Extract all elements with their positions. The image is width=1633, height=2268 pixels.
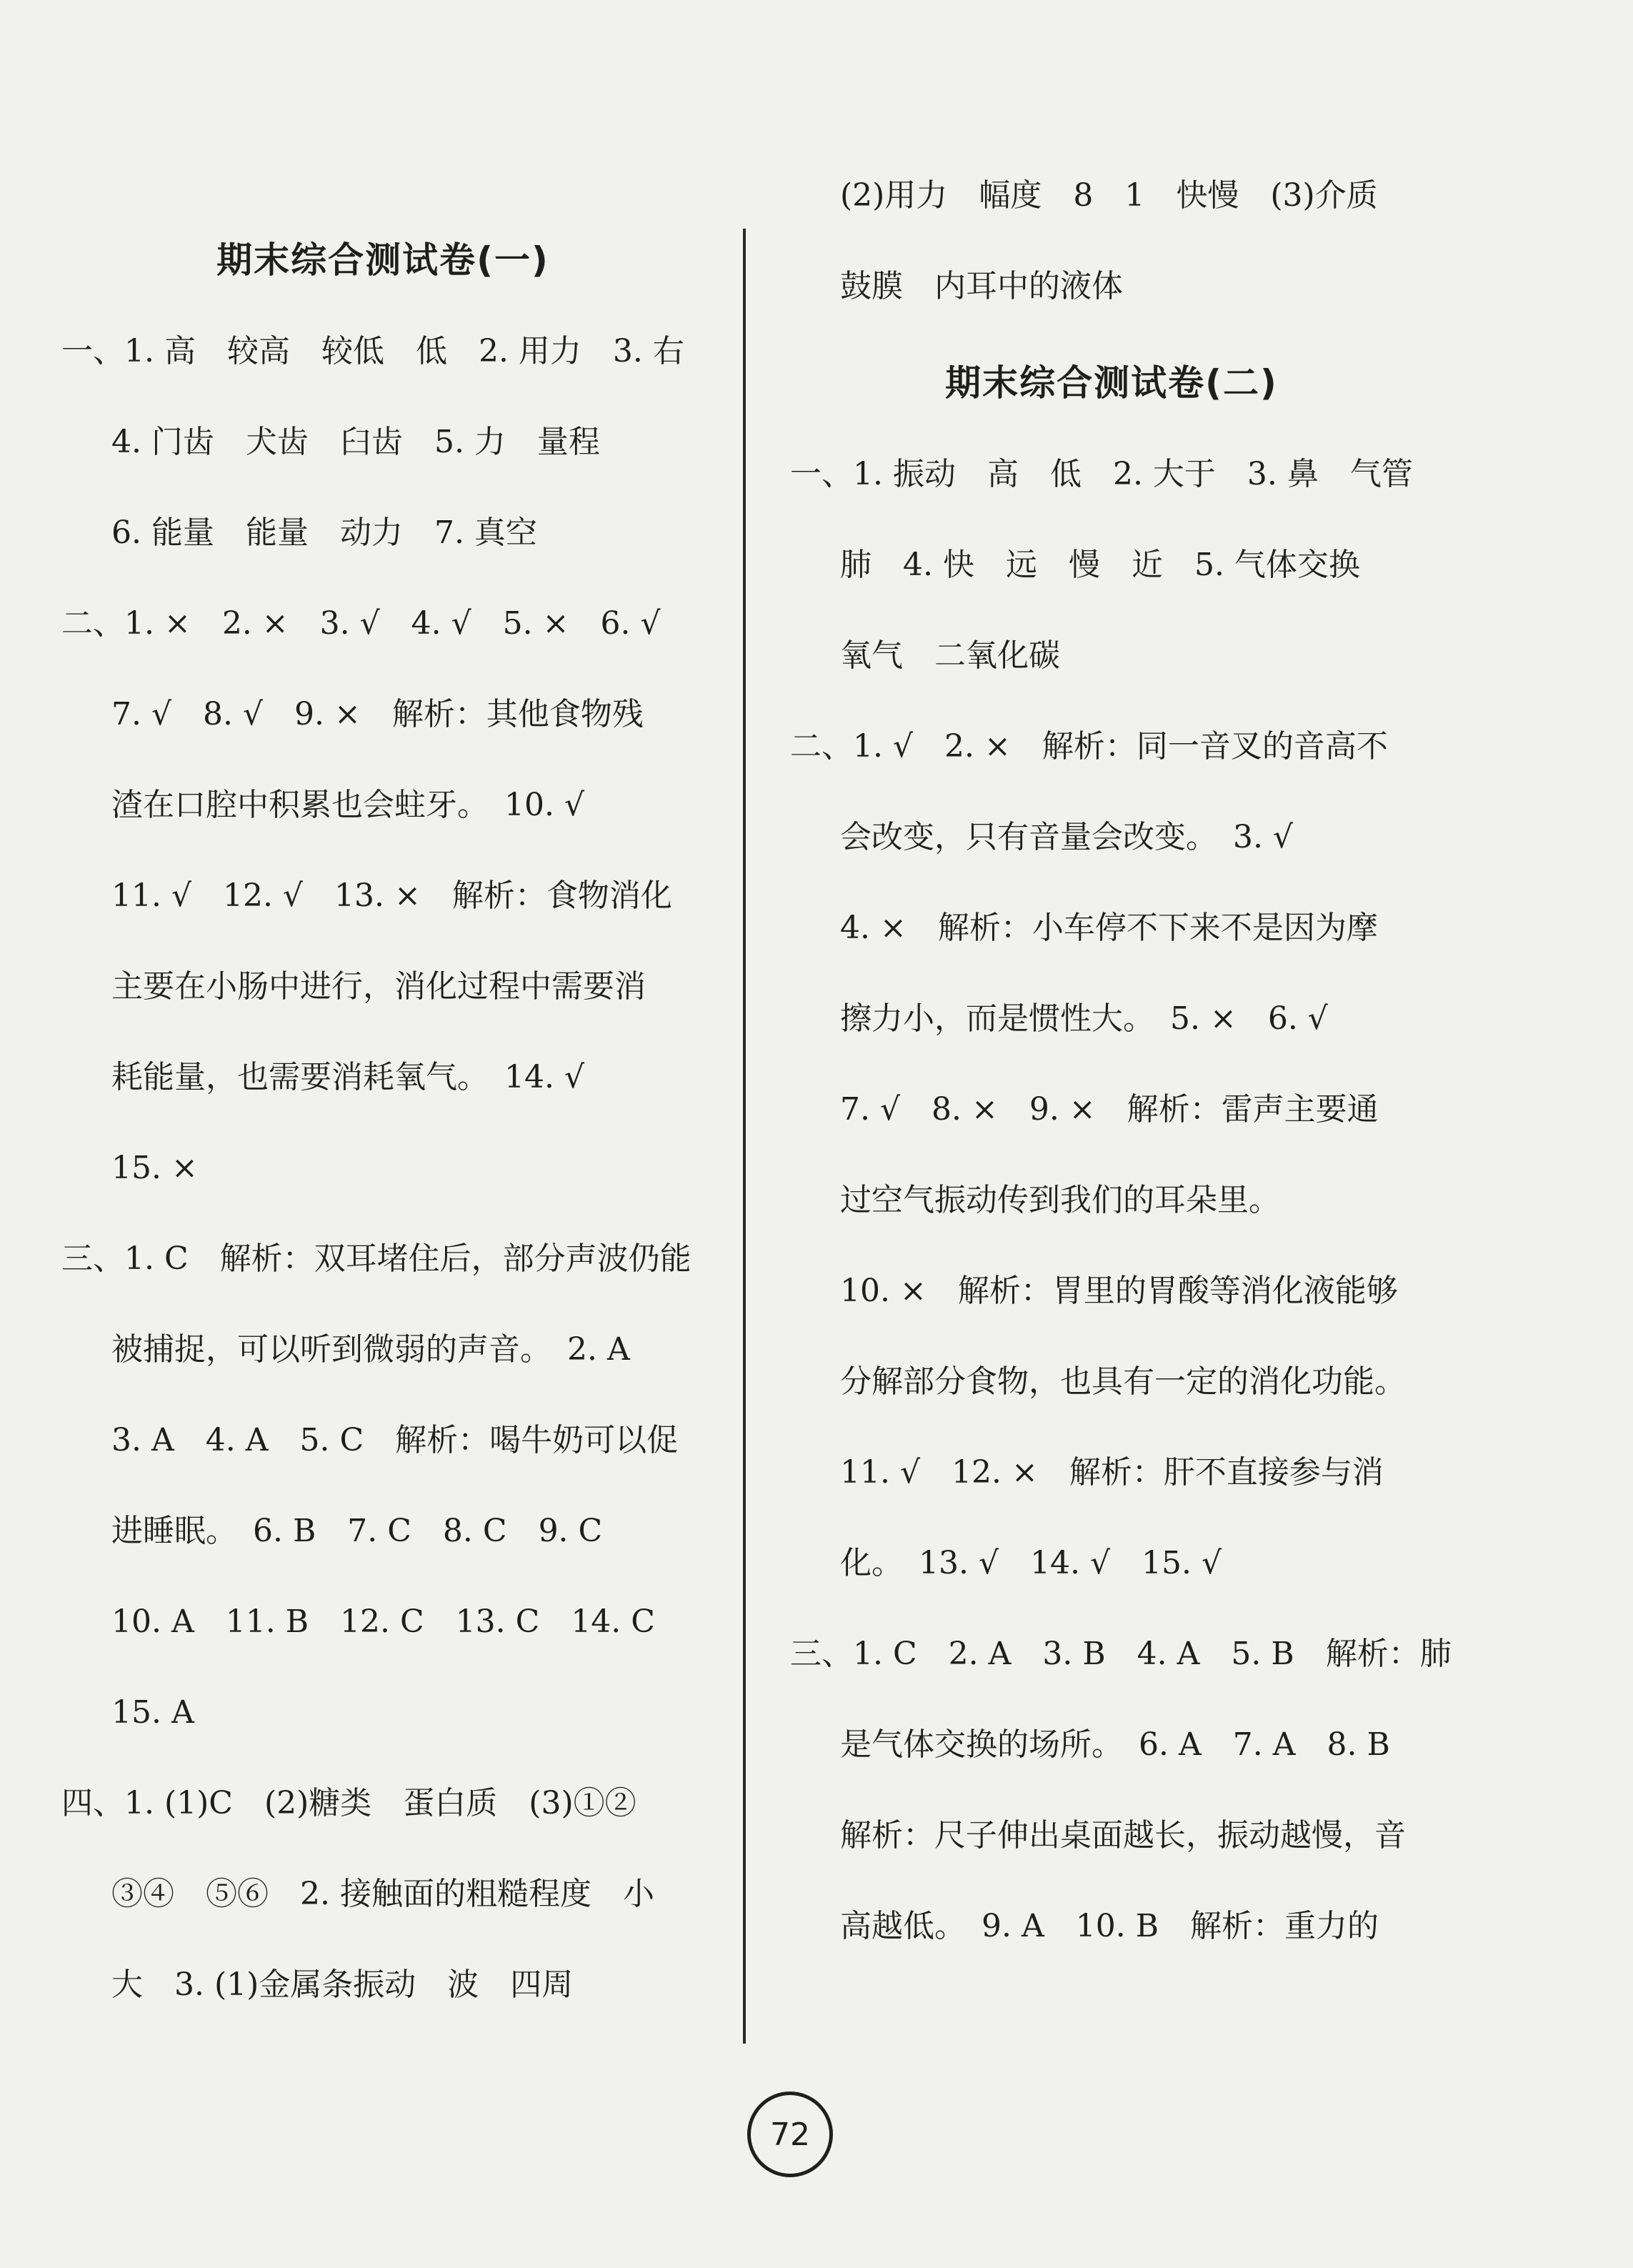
- answer-line: 11. √ 12. √ 13. × 解析：食物消化: [111, 877, 672, 914]
- answer-line: 15. A: [111, 1694, 194, 1731]
- answer-line: 一、1. 振动 高 低 2. 大于 3. 鼻 气管: [790, 456, 1413, 492]
- answer-line: 擦力小，而是惯性大。 5. × 6. √: [840, 1000, 1328, 1037]
- answer-line: 二、1. √ 2. × 解析：同一音叉的音高不: [790, 728, 1388, 765]
- answer-line: 三、1. C 2. A 3. B 4. A 5. B 解析：肺: [790, 1636, 1452, 1672]
- answer-line: 分解部分食物，也具有一定的消化功能。: [840, 1363, 1406, 1400]
- answer-line: ③④ ⑤⑥ 2. 接触面的粗糙程度 小: [111, 1876, 654, 1912]
- answer-line: 4. × 解析：小车停不下来不是因为摩: [840, 910, 1378, 946]
- answer-line: 10. × 解析：胃里的胃酸等消化液能够: [840, 1273, 1398, 1309]
- section-title-exam-1: 期末综合测试卷(一): [216, 239, 549, 281]
- answer-line: (2)用力 幅度 8 1 快慢 (3)介质: [840, 177, 1378, 214]
- answer-line: 会改变，只有音量会改变。 3. √: [840, 819, 1294, 855]
- page-number-badge: [747, 2092, 833, 2177]
- answer-line: 15. ×: [111, 1150, 198, 1186]
- answer-line: 一、1. 高 较高 较低 低 2. 用力 3. 右: [61, 333, 684, 369]
- answer-line: 化。 13. √ 14. √ 15. √: [840, 1545, 1222, 1581]
- answer-line: 7. √ 8. √ 9. × 解析：其他食物残: [111, 696, 644, 732]
- answer-line: 4. 门齿 犬齿 臼齿 5. 力 量程: [111, 424, 600, 460]
- answer-line: 过空气振动传到我们的耳朵里。: [840, 1182, 1280, 1218]
- answer-line: 被捕捉，可以听到微弱的声音。 2. A: [111, 1331, 630, 1368]
- answer-line: 是气体交换的场所。 6. A 7. A 8. B: [840, 1726, 1390, 1763]
- answer-line: 高越低。 9. A 10. B 解析：重力的: [840, 1908, 1379, 1944]
- answer-line: 耗能量，也需要消耗氧气。 14. √: [111, 1059, 584, 1095]
- answer-line: 四、1. (1)C (2)糖类 蛋白质 (3)①②: [61, 1785, 636, 1821]
- right-column: [790, 177, 1452, 1971]
- answer-line: 11. √ 12. × 解析：肝不直接参与消: [840, 1454, 1384, 1491]
- page-number: 72: [770, 2116, 810, 2153]
- answer-line: 主要在小肠中进行，消化过程中需要消: [111, 968, 646, 1005]
- answer-line: 10. A 11. B 12. C 13. C 14. C: [111, 1603, 655, 1640]
- answer-line: 氧气 二氧化碳: [840, 637, 1060, 674]
- answer-line: 二、1. × 2. × 3. √ 4. √ 5. × 6. √: [61, 605, 661, 642]
- answer-line: 三、1. C 解析：双耳堵住后，部分声波仍能: [61, 1240, 691, 1277]
- section-title-exam-2: 期末综合测试卷(二): [945, 362, 1278, 404]
- answer-line: 3. A 4. A 5. C 解析：喝牛奶可以促: [111, 1422, 679, 1458]
- answer-line: 肺 4. 快 远 慢 近 5. 气体交换: [840, 547, 1360, 583]
- answer-line: 6. 能量 能量 动力 7. 真空: [111, 514, 537, 551]
- answer-line: 鼓膜 内耳中的液体: [840, 268, 1123, 304]
- answer-line: 渣在口腔中积累也会蛀牙。 10. √: [111, 787, 584, 823]
- column-divider: [743, 229, 746, 2044]
- answer-line: 进睡眠。 6. B 7. C 8. C 9. C: [111, 1513, 603, 1549]
- left-column: [61, 214, 704, 2030]
- answer-line: 解析：尺子伸出桌面越长，振动越慢，音: [840, 1817, 1406, 1854]
- answer-line: 大 3. (1)金属条振动 波 四周: [111, 1966, 574, 2003]
- answer-line: 7. √ 8. × 9. × 解析：雷声主要通: [840, 1091, 1379, 1128]
